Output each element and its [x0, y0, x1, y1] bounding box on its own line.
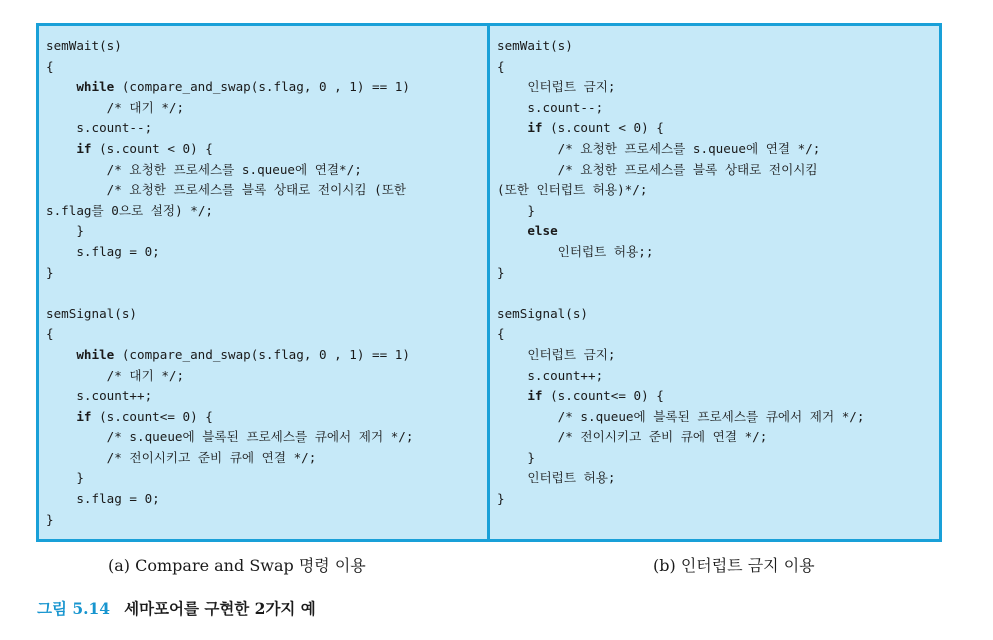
code-keyword: if	[76, 140, 92, 156]
code-line	[46, 263, 413, 284]
code-text: }	[497, 491, 505, 507]
panel-interrupt-disable	[490, 26, 939, 539]
code-text: s.count++;	[76, 388, 153, 404]
code-text: }	[76, 223, 84, 239]
code-indent	[46, 244, 76, 259]
code-text: s.count--;	[76, 120, 153, 136]
code-text: (compare_and_swap(s.flag, 0 , 1) == 1)	[114, 79, 410, 95]
code-text: {	[497, 58, 505, 74]
code-line	[46, 324, 413, 345]
figure-label: 그림 5.14	[37, 599, 111, 618]
code-indent	[497, 162, 558, 177]
code-line	[46, 304, 413, 325]
caption-b: (b) 인터럽트 금지 이용	[653, 556, 815, 575]
code-text: /* 대기 */;	[106, 99, 185, 115]
code-line	[46, 201, 413, 222]
code-line	[46, 468, 413, 489]
code-line	[46, 407, 413, 428]
code-indent	[497, 388, 527, 403]
code-text: }	[527, 449, 535, 465]
code-text: /* 전이시키고 준비 큐에 연결 */;	[557, 429, 768, 445]
code-text: (s.count<= 0) {	[542, 388, 664, 404]
code-text: s.count--;	[527, 99, 604, 115]
code-text: /* s.queue에 블록된 프로세스를 큐에서 제거 */;	[106, 429, 414, 445]
code-text: /* s.queue에 블록된 프로세스를 큐에서 제거 */;	[557, 408, 865, 424]
code-indent	[46, 120, 76, 135]
code-text: {	[46, 58, 54, 74]
code-text: (s.count<= 0) {	[91, 408, 213, 424]
code-text: }	[527, 202, 535, 218]
code-indent	[46, 223, 76, 238]
code-keyword: else	[527, 223, 558, 239]
code-indent	[497, 409, 558, 424]
code-indent	[497, 100, 527, 115]
code-text: }	[497, 264, 505, 280]
code-line	[46, 180, 413, 201]
code-text: semSignal(s)	[46, 305, 137, 321]
code-text: }	[46, 264, 54, 280]
code-keyword: if	[527, 120, 543, 136]
figure-title-text: 세마포어를 구현한 2가지 예	[124, 599, 316, 618]
code-line	[497, 324, 864, 345]
code-indent	[46, 429, 107, 444]
code-indent	[497, 244, 558, 259]
code-line	[46, 139, 413, 160]
code-line	[46, 242, 413, 263]
figure-box	[36, 23, 942, 542]
code-text: {	[46, 326, 54, 342]
code-text: /* 요청한 프로세스를 s.queue에 연결*/;	[106, 161, 362, 177]
code-indent	[46, 388, 76, 403]
code-keyword: while	[76, 346, 115, 362]
code-line	[497, 57, 864, 78]
code-block-b	[497, 36, 864, 510]
code-text: }	[46, 511, 54, 527]
code-indent	[497, 223, 527, 238]
code-line	[497, 468, 864, 489]
code-line	[497, 118, 864, 139]
caption-a: (a) Compare and Swap 명령 이용	[108, 556, 366, 575]
code-keyword: if	[76, 408, 92, 424]
code-line	[497, 407, 864, 428]
code-line	[497, 427, 864, 448]
code-line	[497, 36, 864, 57]
code-line	[46, 489, 413, 510]
code-indent	[46, 450, 107, 465]
code-line	[497, 448, 864, 469]
code-indent	[497, 120, 527, 135]
code-line	[46, 366, 413, 387]
code-line	[46, 345, 413, 366]
code-text: semWait(s)	[497, 38, 573, 53]
code-text: (compare_and_swap(s.flag, 0 , 1) == 1)	[114, 346, 410, 362]
code-line	[497, 366, 864, 387]
code-line	[497, 139, 864, 160]
code-indent	[497, 347, 527, 362]
code-text: s.flag = 0;	[76, 491, 160, 507]
code-line	[46, 77, 413, 98]
code-keyword: if	[527, 388, 543, 404]
code-line	[46, 448, 413, 469]
code-text: 인터럽트 금지;	[527, 79, 616, 95]
code-text: /* 대기 */;	[106, 367, 185, 383]
code-text: 인터럽트 허용;	[527, 470, 616, 486]
code-text: semSignal(s)	[497, 305, 588, 321]
code-indent	[497, 429, 558, 444]
code-indent	[46, 141, 76, 156]
code-line	[497, 221, 864, 242]
code-indent	[46, 182, 107, 197]
code-line	[46, 221, 413, 242]
code-line	[46, 118, 413, 139]
code-line	[497, 263, 864, 284]
code-indent	[497, 368, 527, 383]
code-indent	[46, 347, 76, 362]
code-line	[46, 160, 413, 181]
code-line	[497, 304, 864, 325]
code-text: s.flag를 0으로 설정) */;	[46, 202, 213, 218]
code-text: s.flag = 0;	[76, 243, 160, 259]
code-line	[46, 510, 413, 531]
code-line	[497, 283, 864, 304]
code-indent	[497, 450, 527, 465]
code-line	[497, 489, 864, 510]
code-indent	[497, 203, 527, 218]
code-keyword: while	[76, 79, 115, 95]
code-line	[497, 160, 864, 181]
code-indent	[497, 470, 527, 485]
code-text: (s.count < 0) {	[542, 120, 664, 136]
code-indent	[46, 79, 76, 94]
code-line	[497, 345, 864, 366]
code-text: 인터럽트 허용;;	[557, 243, 654, 259]
code-text: {	[497, 326, 505, 342]
code-line	[497, 77, 864, 98]
code-text: 인터럽트 금지;	[527, 346, 616, 362]
code-line	[497, 201, 864, 222]
code-text: s.count++;	[527, 367, 604, 383]
code-line	[46, 98, 413, 119]
code-indent	[46, 368, 107, 383]
code-text: /* 요청한 프로세스를 블록 상태로 전이시킴 (또한	[106, 182, 407, 198]
code-line	[46, 283, 413, 304]
figure-title	[37, 597, 316, 619]
code-indent	[497, 79, 527, 94]
code-text: (또한 인터럽트 허용)*/;	[497, 182, 648, 198]
code-text: /* 전이시키고 준비 큐에 연결 */;	[106, 449, 317, 465]
code-indent	[46, 409, 76, 424]
code-text: }	[76, 470, 84, 486]
code-line	[497, 386, 864, 407]
code-indent	[46, 491, 76, 506]
code-indent	[46, 100, 107, 115]
code-block-a	[46, 36, 413, 530]
code-text: /* 요청한 프로세스를 블록 상태로 전이시킴	[557, 161, 818, 177]
code-line	[46, 36, 413, 57]
code-indent	[46, 470, 76, 485]
code-line	[46, 57, 413, 78]
code-text: /* 요청한 프로세스를 s.queue에 연결 */;	[557, 140, 821, 156]
code-line	[497, 98, 864, 119]
code-indent	[46, 162, 107, 177]
code-line	[46, 427, 413, 448]
code-line	[46, 386, 413, 407]
code-indent	[497, 141, 558, 156]
code-text: (s.count < 0) {	[91, 140, 213, 156]
panel-compare-and-swap	[39, 26, 490, 539]
code-line	[497, 242, 864, 263]
code-text: semWait(s)	[46, 38, 122, 53]
code-line	[497, 180, 864, 201]
